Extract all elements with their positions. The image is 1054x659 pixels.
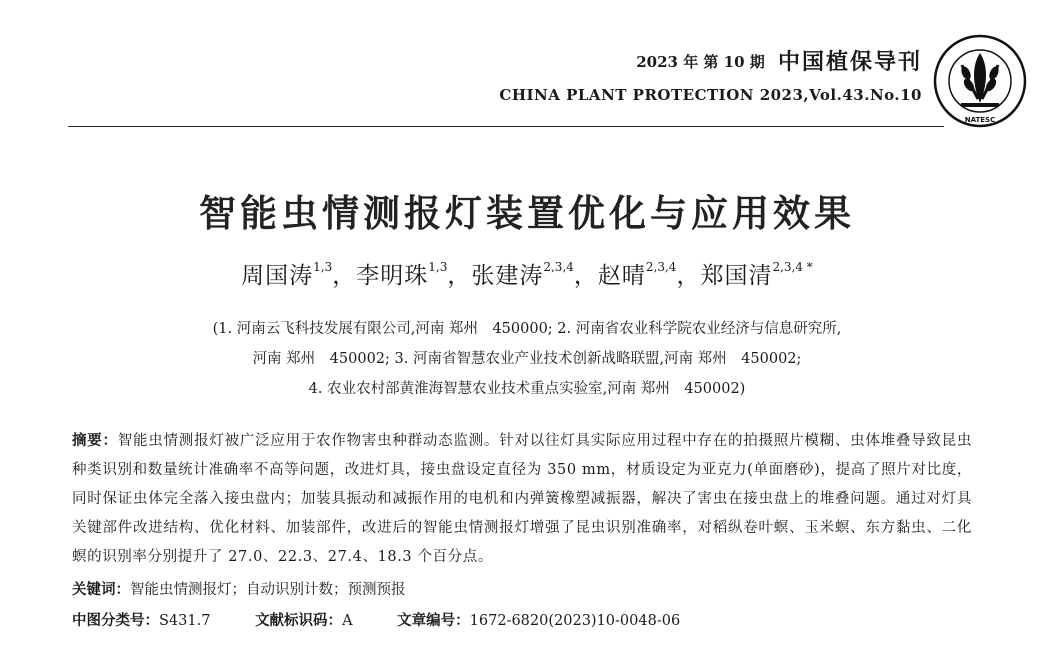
article-number-label: 文章编号： bbox=[397, 613, 470, 629]
header-rule bbox=[68, 126, 944, 127]
journal-title-cn: 中国植保导刊 bbox=[777, 49, 922, 75]
article-title: 智能虫情测报灯装置优化与应用效果 bbox=[199, 192, 855, 235]
abstract-label: 摘要： bbox=[72, 433, 118, 449]
natesc-logo-icon bbox=[932, 33, 1028, 129]
issue-line bbox=[499, 49, 922, 75]
clc-label: 中图分类号： bbox=[72, 613, 159, 629]
author-name: 张建涛 bbox=[471, 263, 544, 289]
issue-number: 2023 年 第 10 期 bbox=[636, 53, 765, 71]
author-affil-mark: 1,3 bbox=[313, 260, 333, 274]
author-name: 郑国清 bbox=[700, 263, 773, 289]
keywords-text: 智能虫情测报灯；自动识别计数；预测预报 bbox=[130, 582, 406, 598]
author-separator: ， bbox=[447, 263, 472, 289]
journal-header bbox=[499, 49, 922, 104]
author-name: 赵晴 bbox=[597, 263, 646, 289]
affiliations bbox=[0, 314, 1054, 404]
affiliation-line: (1. 河南云飞科技发展有限公司,河南 郑州 450000; 2. 河南省农业科学院农业经济与信息研究所, bbox=[212, 321, 842, 337]
article-number bbox=[397, 613, 680, 629]
author-affil-mark: 2,3,4 bbox=[543, 260, 574, 274]
document-code bbox=[255, 613, 352, 629]
author-separator: ， bbox=[676, 263, 701, 289]
author-affil-mark: 2,3,4 bbox=[645, 260, 677, 274]
clc-value: S431.7 bbox=[159, 613, 211, 629]
journal-title-en: CHINA PLANT PROTECTION 2023,Vol.43.No.10 bbox=[499, 86, 922, 104]
document-code-value: A bbox=[342, 613, 353, 629]
keywords bbox=[72, 578, 972, 599]
keywords-label: 关键词： bbox=[72, 582, 130, 598]
author-name: 李明珠 bbox=[356, 263, 429, 289]
author-name: 周国涛 bbox=[241, 263, 314, 289]
author-separator: ， bbox=[573, 263, 598, 289]
author-separator: ， bbox=[332, 263, 357, 289]
abstract-text: 智能虫情测报灯被广泛应用于农作物害虫种群动态监测。针对以往灯具实际应用过程中存在的拍摄照片模糊、虫体堆叠导致昆虫种类识别和数量统计准确率不高等问题，改进灯具，接虫盘设定直径为 350 mm，材质设定为亚克力(单面磨砂)，提高了照片对比度，同时保证虫体完全落入接虫盘内；加装具振动和减振作用的电机和内弹簧橡塑减振器，解决了害虫在接虫盘上的堆叠问题。通过对灯具关键部件改进结构、优化材料、加装部件，改进后的智能虫情测报灯增强了昆虫识别准确率，对稻纵卷叶螟、玉米螟、东方黏虫、二化螟的识别率分别提升了 27.0、22.3、27.4、18.3 个百分点。 bbox=[72, 433, 972, 565]
author-affil-mark: 1,3 bbox=[428, 260, 448, 274]
author-list bbox=[0, 257, 1054, 290]
clc-number bbox=[72, 613, 210, 629]
author-affil-mark: 2,3,4 * bbox=[772, 260, 813, 274]
abstract bbox=[72, 427, 972, 572]
document-code-label: 文献标识码： bbox=[255, 613, 343, 629]
affiliation-line: 4. 农业农村部黄淮海智慧农业技术重点实验室,河南 郑州 450002) bbox=[308, 381, 746, 397]
affiliation-line: 河南 郑州 450002; 3. 河南省智慧农业产业技术创新战略联盟,河南 郑州 450002; bbox=[252, 351, 802, 367]
article-meta bbox=[72, 609, 972, 630]
logo-bottom-text: NATESC bbox=[964, 116, 996, 124]
article-number-value: 1672-6820(2023)10-0048-06 bbox=[469, 613, 681, 629]
